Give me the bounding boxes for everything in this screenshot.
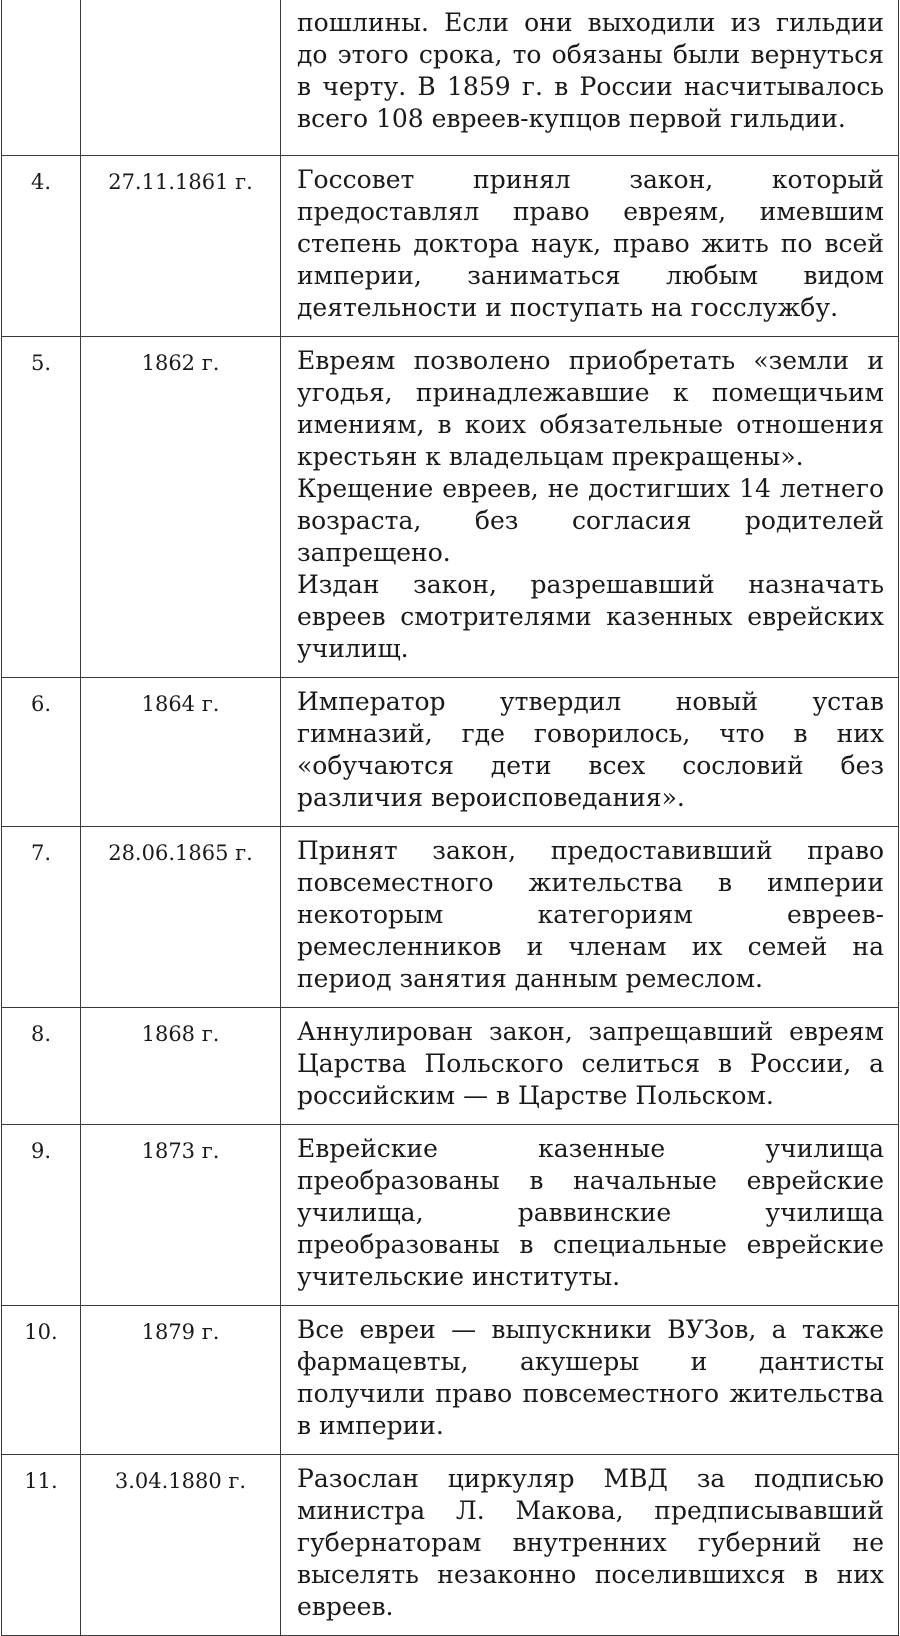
row-date-cell: 1868 г. bbox=[81, 1008, 281, 1125]
row-description-cell bbox=[281, 1455, 899, 1636]
description-paragraph: Разослан циркуляр МВД за подписью министра Л. Макова, предписывавший губернаторам внутренних губерний не выселять незаконно поселившихся в них евреев. bbox=[297, 1464, 884, 1621]
row-date-cell bbox=[81, 0, 281, 156]
row-number-cell: 11. bbox=[2, 1455, 81, 1636]
description-paragraph: Все евреи — выпускники ВУЗов, а также фармацевты, акушеры и дантисты получили право повсеместного жительства в империи. bbox=[297, 1315, 884, 1440]
table-row bbox=[2, 1306, 899, 1455]
table-row bbox=[2, 1008, 899, 1125]
row-date-cell: 1879 г. bbox=[81, 1306, 281, 1455]
row-description-cell bbox=[281, 1125, 899, 1306]
table-row bbox=[2, 0, 899, 156]
description-paragraph: пошлины. Если они выходили из гильдии до этого срока, то обязаны были вернуться в черту. В 1859 г. в России насчитывалось всего 108 евреев-купцов первой гильдии. bbox=[297, 8, 884, 133]
row-date-cell: 1864 г. bbox=[81, 678, 281, 827]
row-description-cell bbox=[281, 1306, 899, 1455]
row-number-cell: 8. bbox=[2, 1008, 81, 1125]
row-description-cell bbox=[281, 678, 899, 827]
row-number-cell: 5. bbox=[2, 337, 81, 678]
table-row bbox=[2, 156, 899, 337]
description-paragraph: Издан закон, разрешавший назначать евреев смотрителями казенных еврейских училищ. bbox=[297, 570, 884, 663]
table-row bbox=[2, 827, 899, 1008]
row-date-cell: 1873 г. bbox=[81, 1125, 281, 1306]
row-description-cell bbox=[281, 337, 899, 678]
row-date-cell: 28.06.1865 г. bbox=[81, 827, 281, 1008]
row-date-cell: 3.04.1880 г. bbox=[81, 1455, 281, 1636]
row-date-cell: 27.11.1861 г. bbox=[81, 156, 281, 337]
table-row bbox=[2, 1125, 899, 1306]
description-paragraph: Еврейские казенные училища преобразованы в начальные еврейские училища, раввинские училища преобразованы в специальные еврейские учительские институты. bbox=[297, 1134, 884, 1291]
description-paragraph: Крещение евреев, не достигших 14 летнего возраста, без согласия родителей запрещено. bbox=[297, 474, 884, 567]
table-body bbox=[2, 0, 899, 1636]
row-description-cell bbox=[281, 0, 899, 156]
table-row bbox=[2, 337, 899, 678]
table-row bbox=[2, 1455, 899, 1636]
row-description-cell bbox=[281, 1008, 899, 1125]
description-paragraph: Аннулирован закон, запрещавший евреям Царства Польского селиться в России, а российским — в Царстве Польском. bbox=[297, 1017, 884, 1110]
row-date-cell: 1862 г. bbox=[81, 337, 281, 678]
table-row bbox=[2, 678, 899, 827]
row-number-cell: 6. bbox=[2, 678, 81, 827]
description-paragraph: Император утвердил новый устав гимназий, где говорилось, что в них «обучаются дети всех сословий без различия вероисповедания». bbox=[297, 687, 884, 812]
row-number-cell: 7. bbox=[2, 827, 81, 1008]
description-paragraph: Евреям позволено приобретать «земли и угодья, принадлежавшие к помещичьим имениям, в коих обязательные отношения крестьян к владельцам прекращены». bbox=[297, 346, 884, 471]
row-number-cell: 4. bbox=[2, 156, 81, 337]
row-description-cell bbox=[281, 156, 899, 337]
description-paragraph: Госсовет принял закон, который предоставлял право евреям, имевшим степень доктора наук, право жить по всей империи, заниматься любым видом деятельности и поступать на госслужбу. bbox=[297, 165, 884, 322]
row-number-cell: 10. bbox=[2, 1306, 81, 1455]
row-description-cell bbox=[281, 827, 899, 1008]
description-paragraph: Принят закон, предоставивший право повсеместного жительства в империи некоторым категориям евреев-ремесленников и членам их семей на период занятия данным ремеслом. bbox=[297, 836, 884, 993]
row-number-cell: 9. bbox=[2, 1125, 81, 1306]
chronology-table bbox=[1, 0, 899, 1636]
row-number-cell bbox=[2, 0, 81, 156]
